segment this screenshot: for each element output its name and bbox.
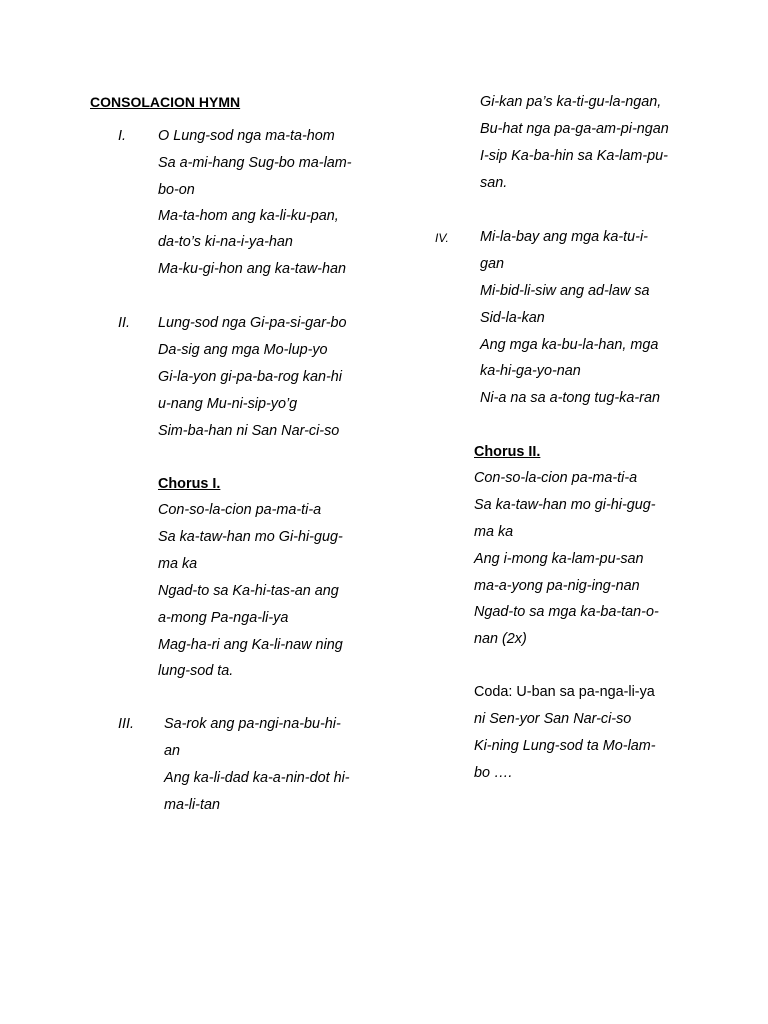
chorus-1-line: Mag-ha-ri ang Ka-li-naw ning	[158, 637, 343, 653]
verse-1-numeral: I.	[118, 128, 126, 144]
verse-1-line: da-to’s ki-na-i-ya-han	[158, 234, 293, 250]
chorus-1-line: Ngad-to sa Ka-hi-tas-an ang	[158, 583, 339, 599]
verse-1-line: O Lung-sod nga ma-ta-hom	[158, 128, 335, 144]
verse-4-line: gan	[480, 256, 505, 272]
chorus-2-line: Con-so-la-cion pa-ma-ti-a	[474, 470, 638, 486]
coda-line: bo ….	[474, 765, 513, 781]
verse-3-numeral: III.	[118, 716, 134, 732]
verse-4-numeral: IV.	[435, 231, 449, 245]
verse-4-line: Mi-la-bay ang mga ka-tu-i-	[480, 229, 648, 245]
verse-3-line: an	[164, 743, 181, 759]
chorus-2-line: ma ka	[474, 524, 514, 540]
chorus-1-line: a-mong Pa-nga-li-ya	[158, 610, 289, 626]
verse-3-continued-line: Gi-kan pa’s ka-ti-gu-la-ngan,	[480, 94, 662, 110]
verse-2-line: Lung-sod nga Gi-pa-si-gar-bo	[158, 315, 347, 331]
verse-4-line: Sid-la-kan	[480, 310, 545, 326]
chorus-1-line: lung-sod ta.	[158, 663, 234, 679]
verse-4-line: Ang mga ka-bu-la-han, mga	[480, 337, 659, 353]
chorus-2-line: Ang i-mong ka-lam-pu-san	[474, 551, 644, 567]
verse-1-line: bo-on	[158, 182, 195, 198]
chorus-2-line: ma-a-yong pa-nig-ing-nan	[474, 578, 640, 594]
coda-line: Ki-ning Lung-sod ta Mo-lam-	[474, 738, 656, 754]
chorus-1-line: ma ka	[158, 556, 198, 572]
coda-line: ni Sen-yor San Nar-ci-so	[474, 711, 632, 727]
verse-2-numeral: II.	[118, 315, 130, 331]
verse-1-line: Ma-ta-hom ang ka-li-ku-pan,	[158, 208, 339, 224]
verse-4-line: ka-hi-ga-yo-nan	[480, 363, 581, 379]
chorus-2-line: Sa ka-taw-han mo gi-hi-gug-	[474, 497, 656, 513]
chorus-1-heading: Chorus I.	[158, 476, 221, 492]
chorus-2-heading: Chorus II.	[474, 444, 541, 460]
coda-line: Coda: U-ban sa pa-nga-li-ya	[474, 684, 655, 700]
verse-3-continued-line: san.	[480, 175, 508, 191]
verse-2-line: Sim-ba-han ni San Nar-ci-so	[158, 423, 340, 439]
verse-1-line: Sa a-mi-hang Sug-bo ma-lam-	[158, 155, 352, 171]
hymn-title: CONSOLACION HYMN	[90, 94, 241, 110]
verse-2-line: Gi-la-yon gi-pa-ba-rog kan-hi	[158, 369, 342, 385]
verse-3-continued-line: Bu-hat nga pa-ga-am-pi-ngan	[480, 121, 669, 137]
chorus-1-line: Sa ka-taw-han mo Gi-hi-gug-	[158, 529, 343, 545]
verse-4-line: Ni-a na sa a-tong tug-ka-ran	[480, 390, 660, 406]
verse-3-line: ma-li-tan	[164, 797, 220, 813]
chorus-1-line: Con-so-la-cion pa-ma-ti-a	[158, 502, 322, 518]
verse-1-line: Ma-ku-gi-hon ang ka-taw-han	[158, 261, 346, 277]
verse-3-line: Ang ka-li-dad ka-a-nin-dot hi-	[164, 770, 350, 786]
verse-2-line: Da-sig ang mga Mo-lup-yo	[158, 342, 328, 358]
verse-2-line: u-nang Mu-ni-sip-yo’g	[158, 396, 298, 412]
verse-4-line: Mi-bid-li-siw ang ad-law sa	[480, 283, 650, 299]
verse-3-continued-line: I-sip Ka-ba-hin sa Ka-lam-pu-	[480, 148, 668, 164]
chorus-2-line: Ngad-to sa mga ka-ba-tan-o-	[474, 604, 659, 620]
chorus-2-line: nan (2x)	[474, 631, 527, 647]
verse-3-line: Sa-rok ang pa-ngi-na-bu-hi-	[164, 716, 341, 732]
